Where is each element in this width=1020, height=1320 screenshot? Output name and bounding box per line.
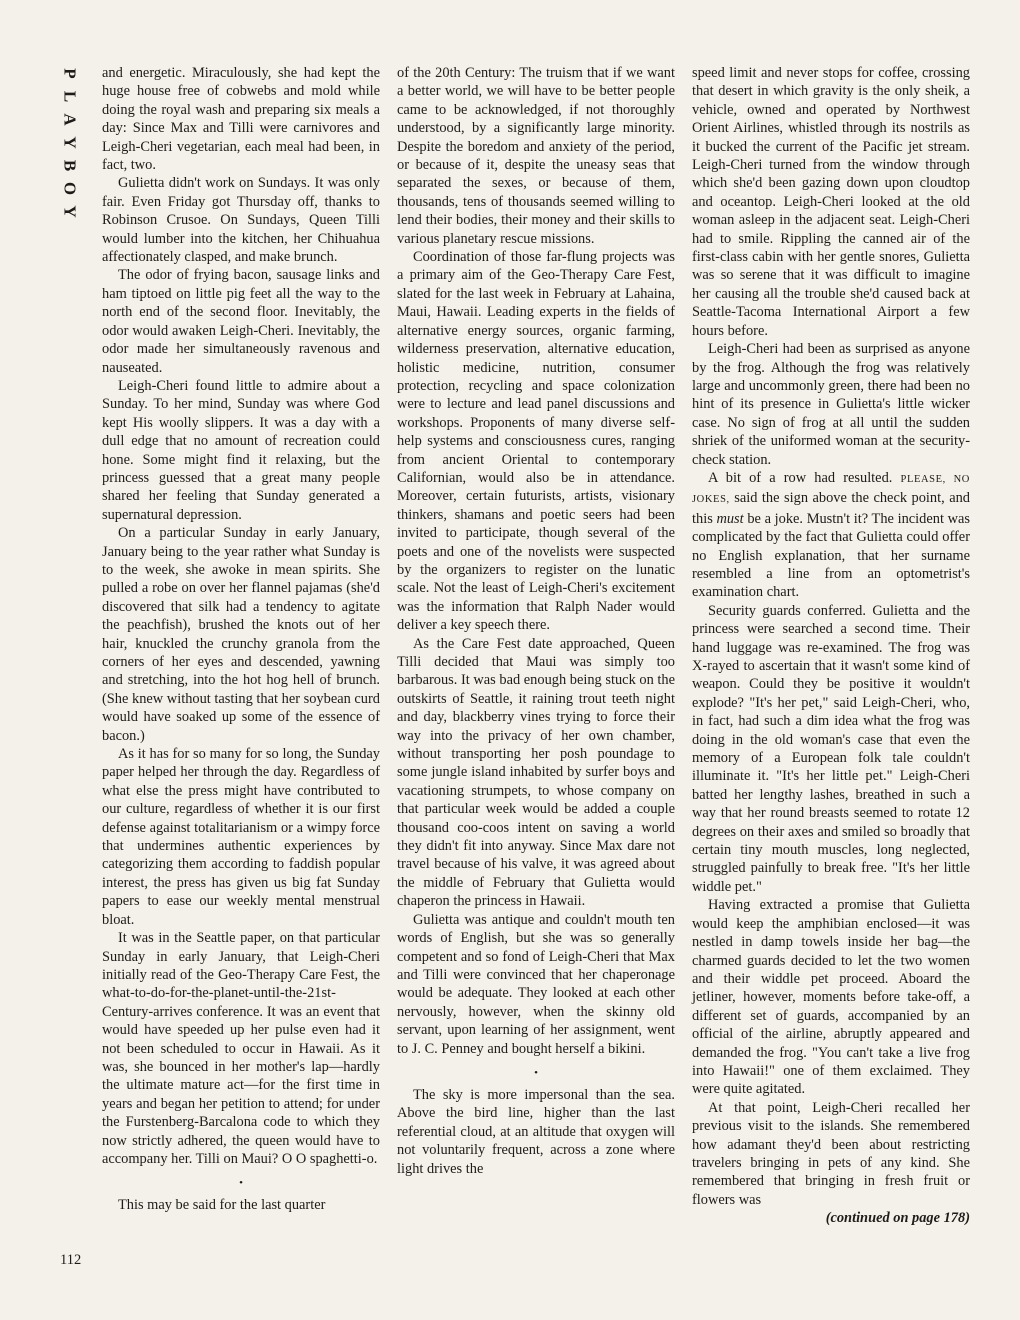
sign-text: PLEASE, NO JOKES, xyxy=(692,473,970,506)
masthead-letter: O xyxy=(60,181,80,196)
masthead-letter: Y xyxy=(60,136,80,149)
page-number: 112 xyxy=(60,1252,82,1268)
paragraph: Leigh-Cheri found little to admire about a Sunday. To her mind, Sunday was where God kept His woolly slippers. It was a day with a dull edge that no amount of recreation could hone. Some might find it relaxing, but the princess guessed that a great many people shared her feeling that Sunday generated a supernatural depression. xyxy=(102,377,380,523)
paragraph: of the 20th Century: The truism that if we want a better world, we will have to be better people came to be acknowledged, if not thoroughly understood, by a significantly large minority. Despite the boredom and anxiety of the period, or because of it, despite the uneasy seas that separated the sexes, or because of them, thousands, tens of thousands seemed willing to lend their bodies, their money and their skills to various planetary rescue missions. xyxy=(397,65,675,247)
text-run: said the sign above the check point, and this xyxy=(692,490,970,527)
paragraph xyxy=(692,469,970,602)
text-column-3 xyxy=(692,64,970,1228)
magazine-masthead xyxy=(56,62,84,223)
paragraph: Leigh-Cheri had been as surprised as anyone by the frog. Although the frog was relatively large and uncommonly green, there had been no hint of its presence in Gulietta's little wicker case. No sign of frog at all until the sudden shriek of the uniformed woman at the security-check station. xyxy=(692,341,970,468)
paragraph: On a particular Sunday in early January, January being to the year rather what Sunday is to the week, she awoke in mean spirits. She pulled a robe on over her flannel pajamas (she'd discovered that silk had a tendency to agitate the peachfish), brushed the knots out of her hair, knuckled the crunchy granola from the corners of her eyes and descended, yawning and stretching, into the hot hog hell of brunch. (She knew without tasting that her soybean curd would have soaked up some of the essence of bacon.) xyxy=(102,525,380,744)
paragraph: It was in the Seattle paper, on that particular Sunday in early January, that Leigh-Cheri initially read of the Geo-Therapy Care Fest, the what-to-do-for-the-planet-until-the-21st-Century-arrives conference. It was an event that would have speeded up her pulse even had it not been scheduled to occur in Hawaii. As it was, she bounced in her mother's lap—hardly the ultimate mature act—for the first time in years and began her petition to attend; for under the Furstenberg-Barcalona code to which they now strictly adhered, the queen would have to accompany her. Tilli on Maui? O O spaghetti-o. xyxy=(102,930,380,1167)
masthead-letter: Y xyxy=(60,205,80,218)
paragraph: Security guards conferred. Gulietta and the princess were searched a second time. Their hand luggage was re-examined. The frog was X-rayed to ascertain that it wasn't some kind of weapon. Could they be positive it wouldn't explode? "It's her pet," said Leigh-Cheri, who, in fact, had such a dim idea what the frog was doing in the old woman's case that even the memory of a European folk tale couldn't illuminate it. "It's her little pet." Leigh-Cheri batted her lengthy lashes, breathed in such a way that her round breasts seemed to rotate 12 degrees on their axes and smiled so broadly that certain tiny mouth muscles, long neglected, struggled painfully to break free. "It's her little widdle pet." xyxy=(692,602,970,895)
paragraph: Having extracted a promise that Gulietta would keep the amphibian enclosed—it was nestled in damp towels inside her bag—the charmed guards decided to let the two women and their widdle pet proceed. Aboard the jetliner, however, moments before take-off, a different set of guards, accompanied by an official of the airline, abruptly appeared and demanded the frog. "You can't take a live frog into Hawaii!" one of them exclaimed. They were quite agitated. xyxy=(692,897,970,1098)
paragraph: As it has for so many for so long, the Sunday paper helped her through the day. Regardless of what else the press might have contributed to our culture, regardless of whether it is our first defense against totalitarianism or a wimpy force that undermines authentic experiences by categorizing them according to faddish popular interest, the press has given us big fat Sunday papers to ease our weekly mental menstrual bloat. xyxy=(102,746,380,928)
masthead-letter: B xyxy=(60,159,80,172)
paragraph: Gulietta was antique and couldn't mouth ten words of English, but she was so generally competent and so fond of Leigh-Cheri that Max and Tilli were convinced that her chaperonage would be adequate. They looked at each other nervously, however, when the skinny old servant, upon learning of her assignment, went to J. C. Penney and bought herself a bikini. xyxy=(397,911,675,1057)
text-run: A bit of a row had resulted. xyxy=(708,469,901,486)
section-break-bullet: • xyxy=(239,1177,243,1190)
paragraph: As the Care Fest date approached, Queen Tilli decided that Maui was simply too barbarous. It was bad enough being stuck on the outskirts of Seattle, it raining trout teeth night and day, blackberry vines trying to force their way into the privacy of her own chamber, without transporting her posh poundage to some jungle island inhabited by surfer boys and vacationing strumpets, to whose company on that particular week would be added a couple thousand coo-coos intent on saving a world they didn't fit into anyway. Since Max dare not travel because of his valve, it was agreed about the middle of February that Gulietta would chaperon the princess in Hawaii. xyxy=(397,635,675,910)
section-break-bullet: • xyxy=(534,1066,538,1079)
text-column-1 xyxy=(102,64,380,1215)
paragraph: Coordination of those far-flung projects was a primary aim of the Geo-Therapy Care Fest, slated for the last week in February at Lahaina, Maui, Hawaii. Leading experts in the fields of alternative energy sources, organic farming, wilderness preservation, alternative education, holistic medicine, nutrition, consumer protection, recycling and space colonization were to lecture and lead panel discussions and workshops. Proponents of many diverse self-help systems and consciousness cures, ranging from ancient Oriental to contemporary Californian, would also be in attendance. Moreover, certain futurists, artists, visionary thinkers, shamans and poetic seers had been invited to participate, though several of the poets and one of the novelists were suspected by the organizers to register on the lunatic scale. Not the least of Leigh-Cheri's excitement was the information that Ralph Nader would deliver a key speech there. xyxy=(397,249,675,634)
paragraph: This may be said for the last quarter xyxy=(118,1197,326,1214)
emphasis: must xyxy=(716,510,744,527)
paragraph: At that point, Leigh-Cheri recalled her previous visit to the islands. She remembered how adamant they'd been about restricting travelers bringing in pets of any kind. She remembered that bringing in fresh fruit or flowers was xyxy=(692,1099,970,1208)
text-column-2 xyxy=(397,64,675,1178)
paragraph: and energetic. Miraculously, she had kept the huge house free of cobwebs and mold while doing the royal wash and preparing six meals a day: Since Max and Tilli were carnivores and Leigh-Cheri vegetarian, each meal had been, in fact, two. xyxy=(102,65,380,174)
paragraph: Gulietta didn't work on Sundays. It was only fair. Even Friday got Thursday off, thanks to Robinson Crusoe. On Sundays, Queen Tilli would lumber into the kitchen, her Chihuahua affectionately clasped, and make brunch. xyxy=(102,175,380,266)
masthead-letter: L xyxy=(60,90,80,103)
paragraph: The sky is more impersonal than the sea. Above the bird line, higher than the last referential cloud, at an altitude that oxygen will not voluntarily frequent, across a zone where light drives the xyxy=(397,1086,675,1177)
paragraph: The odor of frying bacon, sausage links and ham tiptoed on little pig feet all the way to the north end of the second floor. Inevitably, the odor would awaken Leigh-Cheri. Inevitably, the odor made her simultaneously ravenous and nauseated. xyxy=(102,267,380,376)
text-run: be a joke. Mustn't it? The incident was complicated by the fact that Gulietta could offer no English explanation, that her surname resembled a line from an optometrist's examination chart. xyxy=(692,510,970,601)
continued-note: (continued on page 178) xyxy=(825,1210,970,1227)
masthead-letter: A xyxy=(60,113,80,126)
masthead-letter: P xyxy=(60,68,80,79)
paragraph: speed limit and never stops for coffee, crossing that desert in which gravity is the only sheik, a vehicle, owned and operated by Northwest Orient Airlines, whistled through its nostrils as it bucked the current of the Pacific jet stream. Leigh-Cheri turned from the window through which she'd been gazing down upon cloudtop and oceantop. Leigh-Cheri looked at the old woman asleep in the adjacent seat. Leigh-Cheri had to smile. Rippling the canned air of the first-class cabin with her gentle snores, Gulietta was so serene that it was difficult to imagine her causing all the trouble she'd caused back at Seattle-Tacoma International Airport a few hours before. xyxy=(692,65,970,339)
